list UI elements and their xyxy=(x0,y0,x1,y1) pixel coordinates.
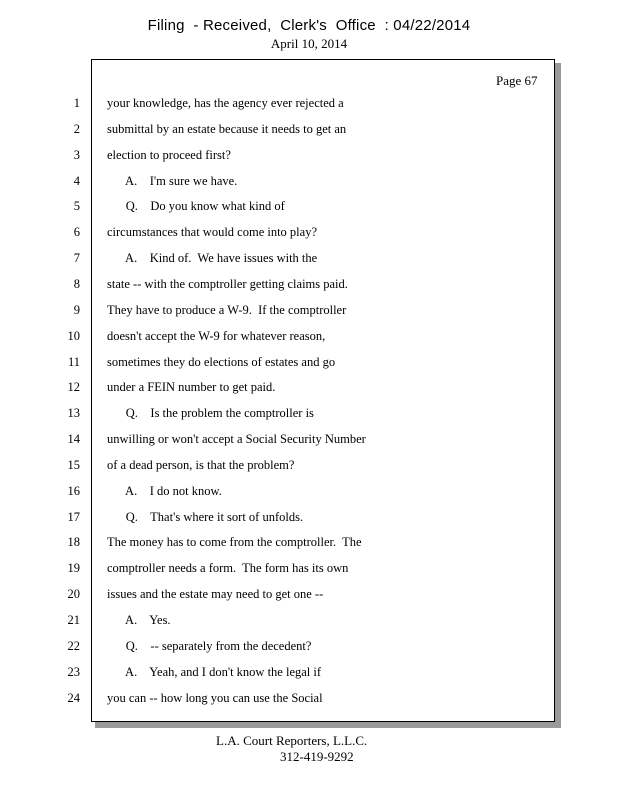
line-number: 13 xyxy=(67,406,80,420)
line-text: They have to produce a W-9. If the comptroller xyxy=(107,303,347,317)
line-number: 1 xyxy=(73,96,80,110)
line-number: 20 xyxy=(67,587,80,601)
court-reporter-name: L.A. Court Reporters, L.L.C. xyxy=(216,733,368,748)
line-number: 6 xyxy=(73,225,80,239)
deposition-date: April 10, 2014 xyxy=(270,36,348,51)
line-number: 11 xyxy=(67,355,80,369)
filing-stamp: Filing - Received, Clerk's Office : 04/22/2014 xyxy=(147,17,471,34)
line-text: state -- with the comptroller getting claims paid. xyxy=(107,277,348,291)
line-number: 14 xyxy=(67,432,80,446)
line-number: 3 xyxy=(73,148,80,162)
line-number: 4 xyxy=(73,174,80,188)
line-number: 18 xyxy=(67,535,80,549)
line-number: 5 xyxy=(73,199,80,213)
line-text: The money has to come from the comptroller. The xyxy=(107,535,362,549)
line-text: A. Yes. xyxy=(107,613,171,627)
line-number: 12 xyxy=(67,380,80,394)
line-number: 21 xyxy=(67,613,80,627)
line-text: Q. -- separately from the decedent? xyxy=(107,639,312,653)
line-text: unwilling or won't accept a Social Security Number xyxy=(107,432,366,446)
line-text: submittal by an estate because it needs to get an xyxy=(107,122,347,136)
line-number: 23 xyxy=(67,665,80,679)
line-text: circumstances that would come into play? xyxy=(107,225,318,239)
line-text: comptroller needs a form. The form has its own xyxy=(107,561,349,575)
line-text: A. Kind of. We have issues with the xyxy=(107,251,318,265)
court-reporter-phone: 312-419-9292 xyxy=(280,749,354,764)
line-number: 24 xyxy=(67,691,80,705)
line-text: your knowledge, has the agency ever rejected a xyxy=(107,96,344,110)
line-text: Q. That's where it sort of unfolds. xyxy=(107,510,304,524)
line-text: Q. Is the problem the comptroller is xyxy=(107,406,314,420)
line-text: A. Yeah, and I don't know the legal if xyxy=(107,665,322,679)
line-text: of a dead person, is that the problem? xyxy=(107,458,295,472)
line-text: election to proceed first? xyxy=(107,148,231,162)
line-number: 10 xyxy=(67,329,80,343)
line-text: Q. Do you know what kind of xyxy=(107,199,285,213)
line-number: 7 xyxy=(73,251,80,265)
line-number: 9 xyxy=(73,303,80,317)
line-text: A. I do not know. xyxy=(107,484,222,498)
line-text: issues and the estate may need to get one -- xyxy=(107,587,324,601)
line-text: A. I'm sure we have. xyxy=(107,174,238,188)
line-number: 16 xyxy=(67,484,80,498)
line-number: 2 xyxy=(73,122,80,136)
line-text: you can -- how long you can use the Social xyxy=(107,691,323,705)
line-number: 19 xyxy=(67,561,80,575)
line-number: 17 xyxy=(67,510,80,524)
line-text: doesn't accept the W-9 for whatever reason, xyxy=(107,329,326,343)
line-text: sometimes they do elections of estates and go xyxy=(107,355,336,369)
line-number: 15 xyxy=(67,458,80,472)
line-text: under a FEIN number to get paid. xyxy=(107,380,276,394)
line-number: 8 xyxy=(73,277,80,291)
line-number: 22 xyxy=(67,639,80,653)
page-number: Page 67 xyxy=(496,73,538,88)
